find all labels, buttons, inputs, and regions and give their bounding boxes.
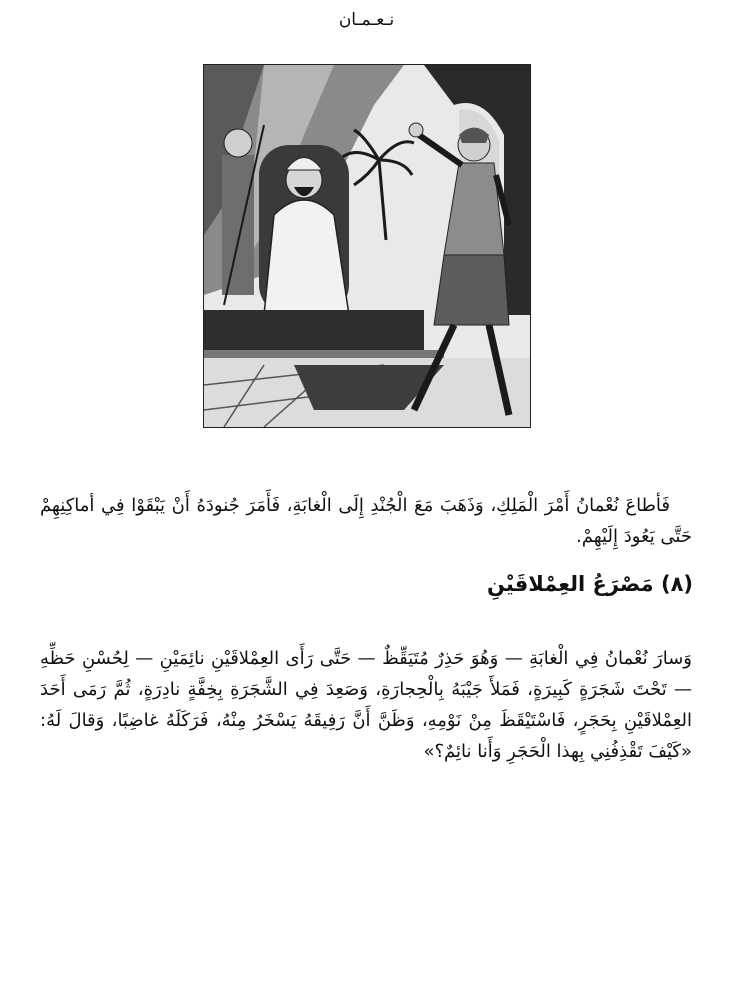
chapter-number: (٨) [660, 572, 693, 596]
chapter-heading [41, 572, 693, 596]
running-head: نـعـمـان [338, 10, 395, 30]
paragraph-1: فَأطاعَ نُعْمانُ أَمْرَ الْمَلِكِ، وَذَهَبَ مَعَ الْجُنْدِ إِلَى الْغابَةِ، فَأَمَرَ جُنودَهُ أَنْ يَبْقَوْا فِي أماكِنِهِمْ حَتَّى يَعُودَ إِلَيْهِمْ. [40, 495, 692, 547]
chapter-title: مَصْرَعُ العِمْلاقَيْنِ [487, 572, 654, 596]
paragraph-2: وَسارَ نُعْمانُ فِي الْغابَةِ — وَهُوَ حَذِرٌ مُتَيَقِّظٌ — حَتَّى رَأَى العِمْلاقَيْنِ نائِمَيْنِ — لِحُسْنِ حَظِّهِ — تَحْتَ شَجَرَةٍ كَبِيرَةٍ، فَمَلأَ جَيْبَهُ بِالْحِجارَةِ، وَصَعِدَ فِي الشَّجَرَةِ بِخِفَّةٍ نادِرَةٍ، ثُمَّ رَمَى أَحَدَ العِمْلاقَيْنِ بِحَجَرٍ، فَاسْتَيْقَظَ مِنْ نَوْمِهِ، وَظَنَّ أَنَّ رَفِيقَهُ يَسْخَرُ مِنْهُ، فَرَكَلَهُ غاضِبًا، وَقالَ لَهُ: «كَيْفَ تَقْذِفُنِي بِهذا الْحَجَرِ وَأَنا نائِمٌ؟» [40, 648, 692, 762]
king-court-engraving-illustration [203, 64, 531, 428]
